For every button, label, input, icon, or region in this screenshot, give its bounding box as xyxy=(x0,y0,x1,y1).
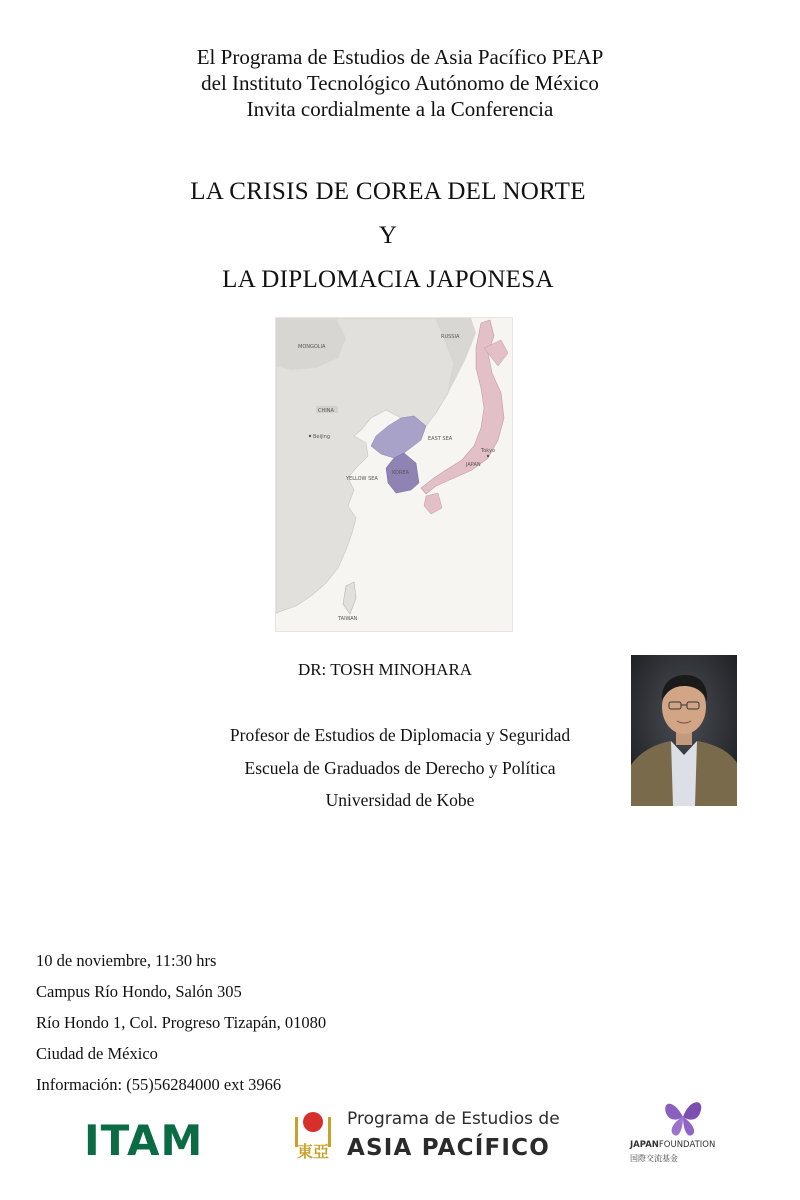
map-label-japan: JAPAN xyxy=(466,462,481,468)
jf-name-rest: FOUNDATION xyxy=(658,1140,716,1150)
peap-logo-top: Programa de Estudios de xyxy=(347,1109,560,1129)
speaker-photo xyxy=(631,655,737,806)
peap-logo xyxy=(291,1107,561,1167)
itam-logo: ITAM xyxy=(84,1116,204,1165)
title-line-3: LA DIPLOMACIA JAPONESA xyxy=(222,266,554,293)
invitation-header xyxy=(0,44,800,122)
japan-foundation-name xyxy=(630,1140,715,1150)
map-label-russia: RUSSIA xyxy=(441,334,460,340)
butterfly-icon xyxy=(660,1095,710,1139)
event-info-phone: Información: (55)56284000 ext 3966 xyxy=(36,1075,282,1094)
title-line-2: Y xyxy=(378,222,398,249)
map-label-east-sea: EAST SEA xyxy=(428,436,453,442)
header-line-2: del Instituto Tecnológico Autónomo de México xyxy=(201,71,599,95)
peap-logo-bottom: ASIA PACÍFICO xyxy=(347,1135,551,1161)
affiliation-line-1: Profesor de Estudios de Diplomacia y Seguridad xyxy=(229,725,571,745)
map-label-beijing: Beijing xyxy=(313,434,331,440)
event-date: 10 de noviembre, 11:30 hrs xyxy=(36,951,217,970)
event-venue: Campus Río Hondo, Salón 305 xyxy=(36,982,242,1001)
header-line-3: Invita cordialmente a la Conferencia xyxy=(246,97,554,121)
event-address: Río Hondo 1, Col. Progreso Tizapán, 01080 xyxy=(36,1013,327,1032)
speaker-portrait xyxy=(631,655,737,806)
affiliation-line-2: Escuela de Graduados de Derecho y Política xyxy=(244,758,556,778)
map-label-taiwan: TAIWAN xyxy=(338,616,358,622)
title-line-1: LA CRISIS DE COREA DEL NORTE xyxy=(190,178,586,205)
map-label-tokyo: Tokyo xyxy=(481,448,495,454)
map-label-korea: KOREA xyxy=(392,470,409,476)
map-label-yellow-sea: YELLOW SEA xyxy=(346,476,378,482)
event-city: Ciudad de México xyxy=(36,1044,158,1063)
japan-foundation-subtitle: 国際交流基金 xyxy=(630,1154,678,1163)
map-label-china: CHINA xyxy=(318,408,334,414)
affiliation-line-3: Universidad de Kobe xyxy=(325,790,475,810)
header-line-1: El Programa de Estudios de Asia Pacífico PEAP xyxy=(196,45,604,69)
jf-name-bold: JAPAN xyxy=(630,1140,659,1150)
peap-mark-text: 東亞 xyxy=(296,1142,330,1161)
speaker-name: DR: TOSH MINOHARA xyxy=(297,660,473,679)
map-graphic xyxy=(276,318,512,631)
northeast-asia-map xyxy=(275,317,513,632)
japan-foundation-logo xyxy=(620,1095,716,1170)
map-label-mongolia: MONGOLIA xyxy=(298,344,326,350)
peap-emblem-icon xyxy=(291,1107,343,1167)
